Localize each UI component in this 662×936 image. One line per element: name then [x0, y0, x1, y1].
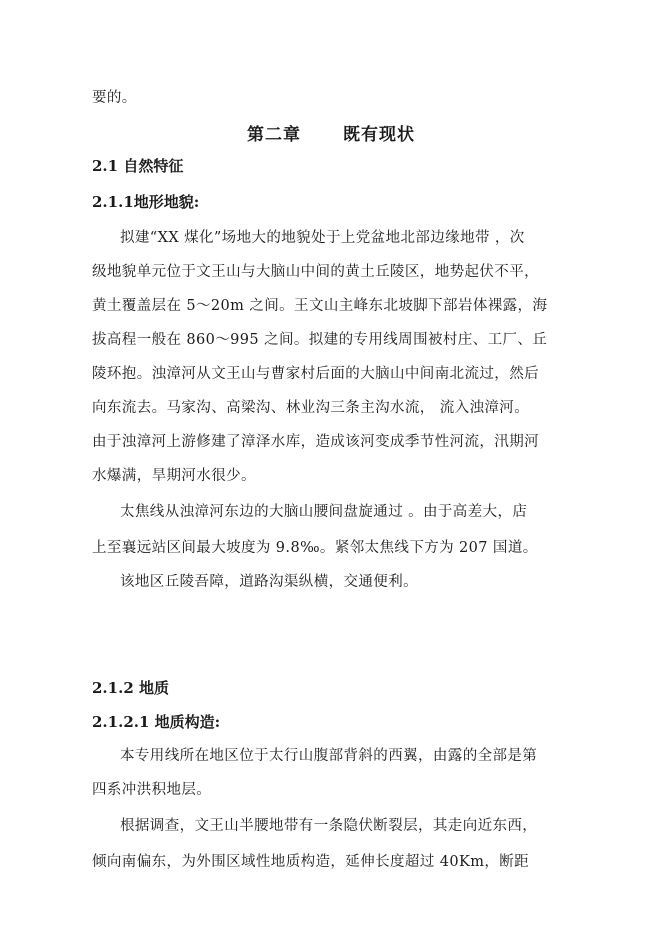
section-title: 地质构造: — [154, 713, 221, 731]
section-number: 2.1.1 — [92, 193, 134, 211]
section-number: 2.1.2.1 — [92, 713, 150, 731]
section-heading-2-1-1 — [92, 192, 199, 212]
section-title: 地形地貌: — [133, 193, 200, 211]
section-number: 2.1 — [92, 157, 119, 175]
paragraph-line: 本专用线所在地区位于太行山腹部背斜的西翼，由露的全部是第 — [120, 748, 538, 764]
paragraph-line: 拔高程一般在 860～995 之间。拟建的专用线周围被村庄、工厂、丘 — [92, 332, 548, 348]
paragraph-line: 四系冲洪积地层。 — [92, 782, 212, 798]
paragraph-line: 根据调查，文王山半腰地带有一条隐伏断裂层，其走向近东西， — [120, 818, 538, 834]
paragraph-line: 拟建“XX 煤化”场地大的地貌处于上党盆地北部边缘地带 ，次 — [120, 230, 525, 246]
chapter-number: 第二章 — [247, 125, 301, 145]
paragraph-line: 上至襄远站区间最大坡度为 9.8‰。紧邻太焦线下方为 207 国道。 — [92, 540, 538, 556]
paragraph-line: 黄土覆盖层在 5～20m 之间。王文山主峰东北坡脚下部岩体裸露，海 — [92, 298, 548, 314]
section-number: 2.1.2 — [92, 679, 134, 697]
paragraph-line: 倾向南偏东，为外围区域性地质构造，延伸长度超过 40Km，断距 — [92, 854, 530, 870]
paragraph-line: 陵环抱。浊漳河从文王山与曹家村后面的大脑山中间南北流过，然后 — [92, 366, 539, 382]
section-title: 地质 — [139, 679, 170, 697]
section-heading-2-1-2 — [92, 678, 169, 698]
paragraph-line: 向东流去。马家沟、高梁沟、林业沟三条主沟水流， 流入浊漳河。 — [92, 400, 530, 416]
chapter-heading — [0, 124, 662, 146]
chapter-title: 既有现状 — [343, 125, 415, 145]
section-title: 自然特征 — [123, 157, 184, 175]
paragraph-line: 水爆满，旱期河水很少。 — [92, 468, 256, 484]
paragraph-line: 太焦线从浊漳河东边的大脑山腰间盘旋通过 。由于高差大，店 — [120, 504, 528, 520]
section-heading-2-1 — [92, 156, 183, 176]
section-heading-2-1-2-1 — [92, 712, 220, 732]
paragraph-line: 级地貌单元位于文王山与大脑山中间的黄土丘陵区，地势起伏不平， — [92, 264, 539, 280]
paragraph-line: 由于浊漳河上游修建了漳泽水库，造成该河变成季节性河流，汛期河 — [92, 434, 539, 450]
continuation-text: 要的。 — [92, 90, 137, 106]
traffic-paragraph: 该地区丘陵吾障，道路沟渠纵横，交通便利。 — [120, 574, 418, 590]
